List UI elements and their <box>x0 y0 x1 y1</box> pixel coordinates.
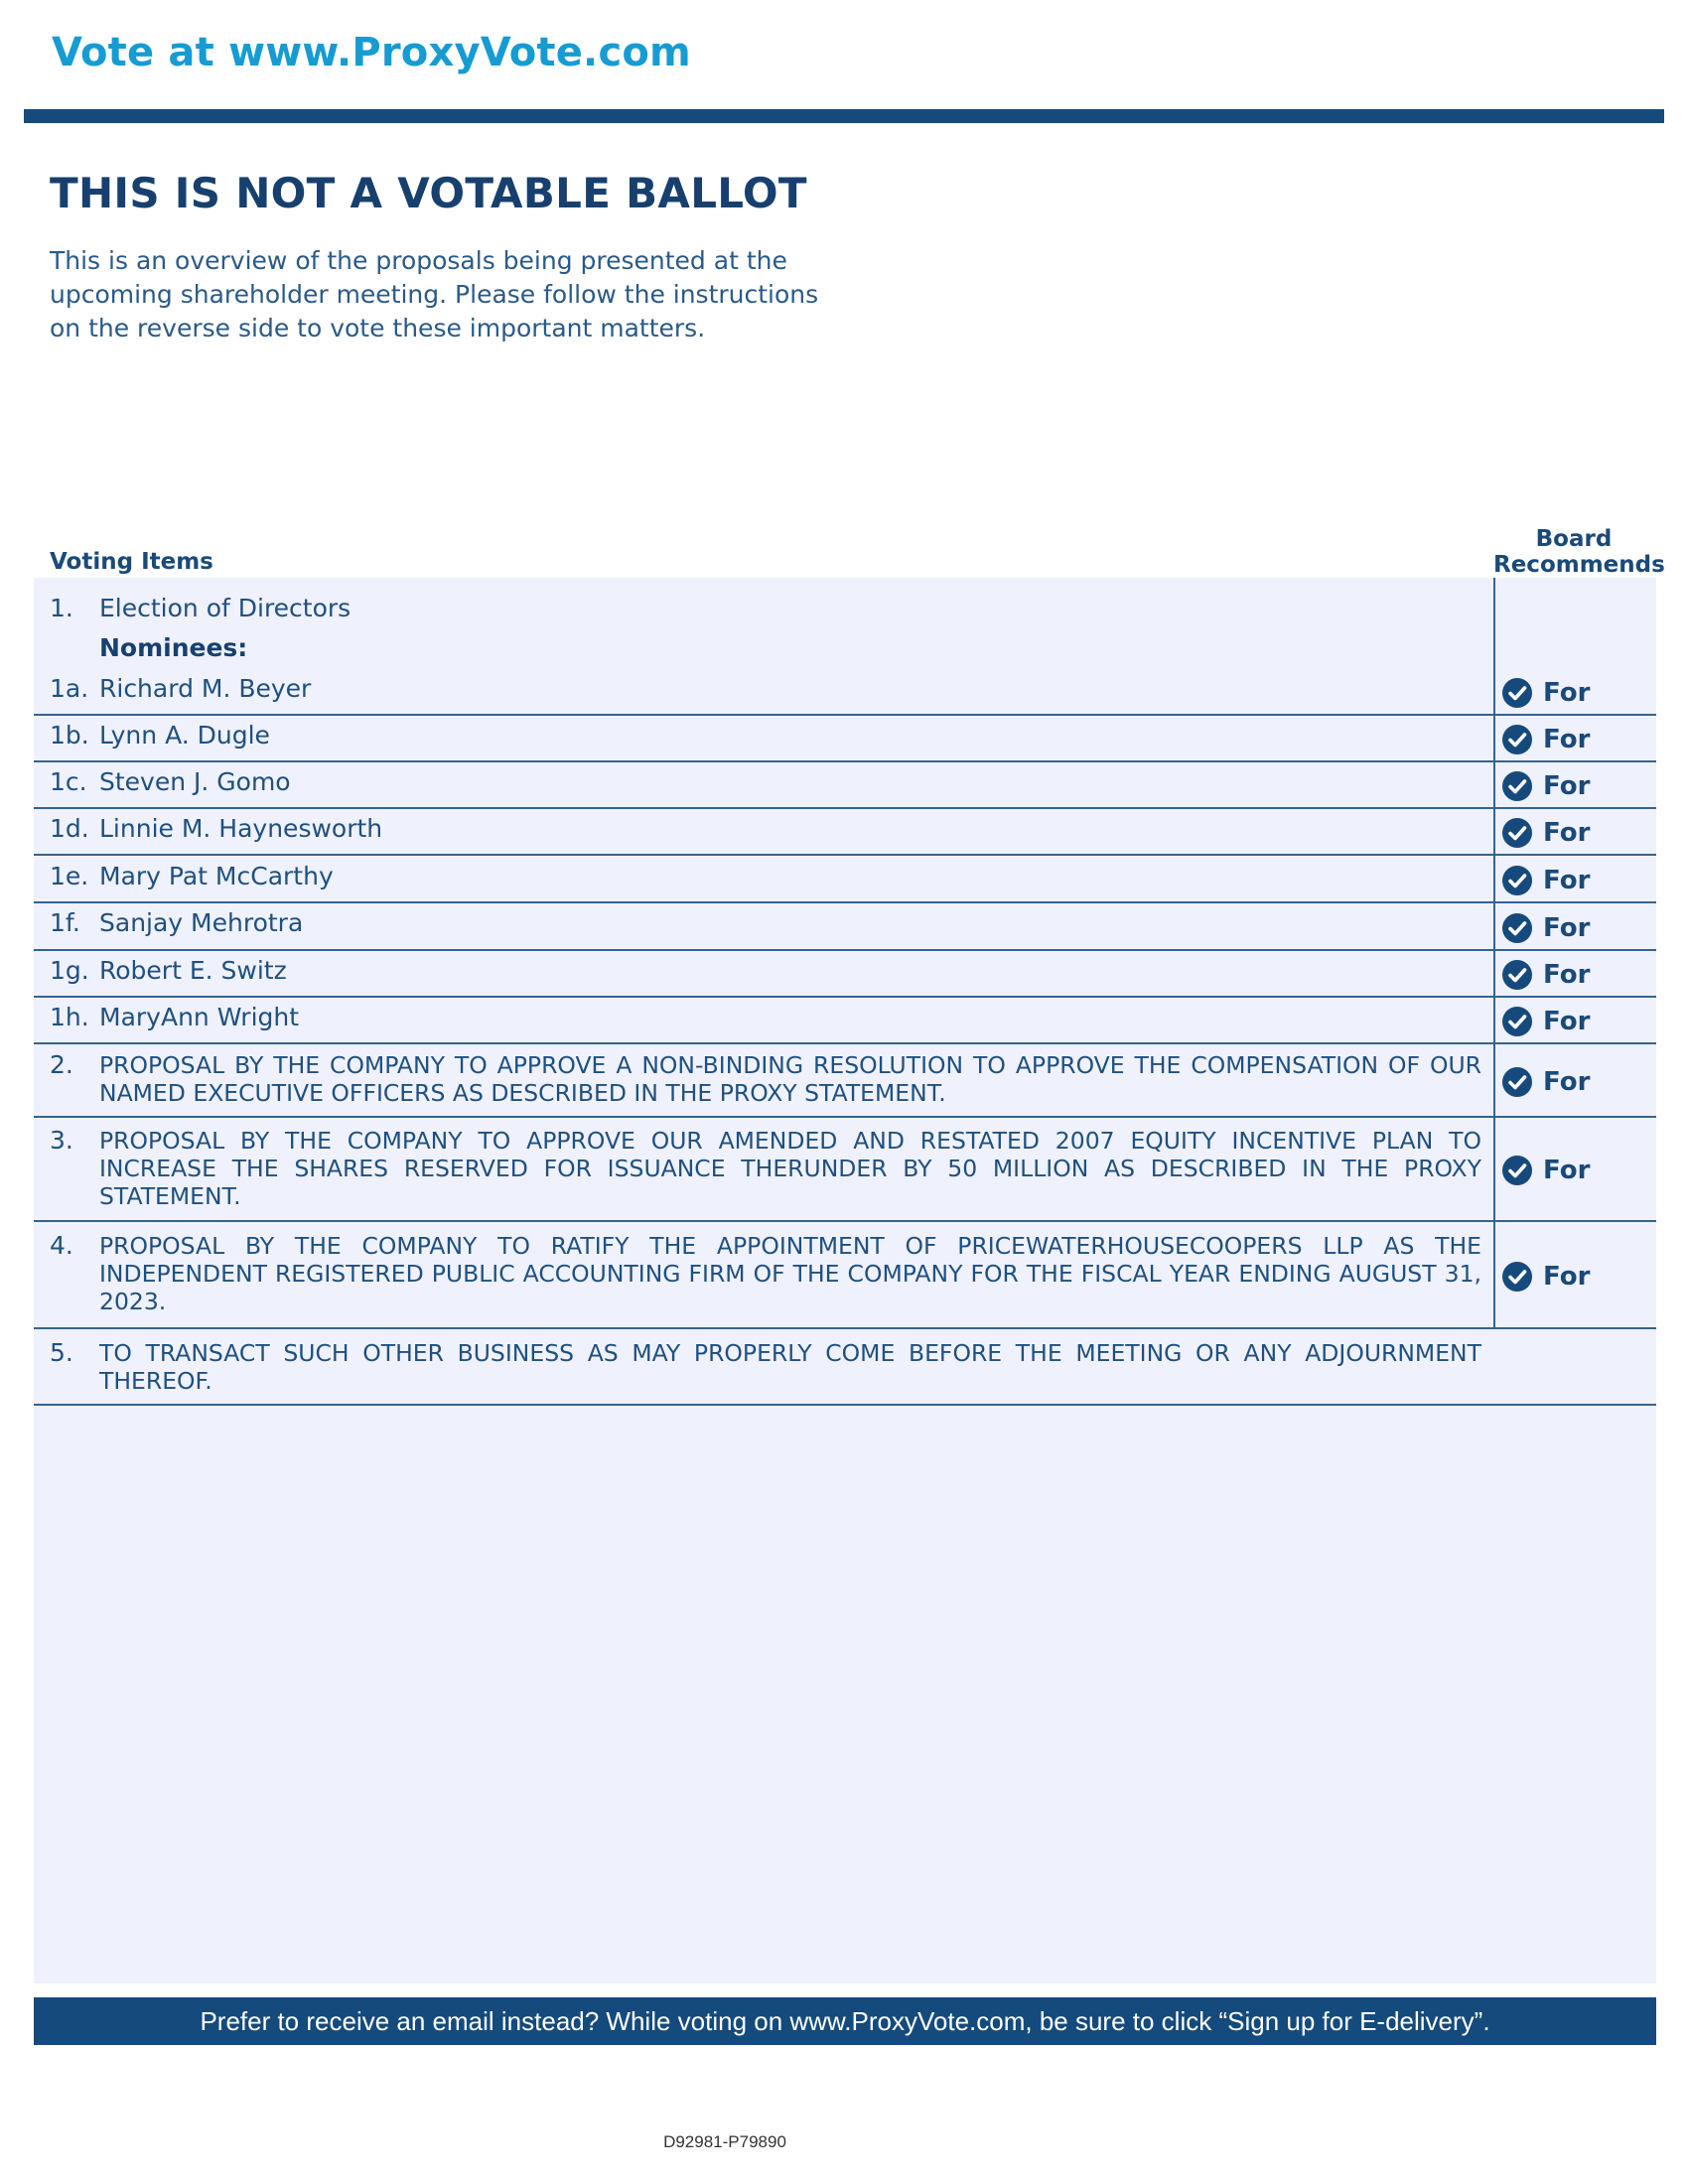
check-circle-icon <box>1501 1155 1533 1186</box>
nominee-name: Sanjay Mehrotra <box>99 908 304 937</box>
nominee-number: 1c. <box>50 767 87 796</box>
recommendation <box>1501 1155 1590 1186</box>
row-divider <box>34 996 1656 998</box>
nominee-number: 1g. <box>50 956 89 985</box>
intro-text: This is an overview of the proposals being presented at the upcoming shareholder meeting. Please follow the instructions on the reverse side to vote these important matters. <box>50 246 819 342</box>
recommendation <box>1501 724 1590 755</box>
recommendation-label: For <box>1543 866 1591 895</box>
board-recommends-header <box>1493 526 1665 578</box>
recommendation-label: For <box>1543 1007 1591 1036</box>
proposal-number: 5. <box>50 1338 73 1367</box>
row-divider <box>34 714 1656 716</box>
recommendation-label: For <box>1543 678 1591 708</box>
proposal-text: PROPOSAL BY THE COMPANY TO APPROVE OUR AMENDED AND RESTATED 2007 EQUITY INCENTIVE PLAN TO INCREASE THE SHARES RESERVED FOR ISSUANCE THERUNDER BY 50 MILLION AS DESCRIBED IN THE PROXY STATEMENT. <box>99 1127 1481 1210</box>
edelivery-banner <box>34 1997 1656 2045</box>
check-circle-icon <box>1501 1066 1533 1098</box>
row-divider <box>34 1404 1656 1406</box>
recommendation <box>1501 817 1590 849</box>
nominees-label: Nominees: <box>99 633 248 662</box>
recommendation <box>1501 959 1590 991</box>
recommendation <box>1501 912 1590 944</box>
check-circle-icon <box>1501 1006 1533 1037</box>
edelivery-text: Prefer to receive an email instead? While voting on www.ProxyVote.com, be sure to click “Sign up for E-delivery”. <box>200 2005 1490 2036</box>
row-divider <box>34 807 1656 809</box>
voting-items-header: Voting Items <box>50 549 213 575</box>
row-divider <box>34 949 1656 951</box>
recommendation <box>1501 865 1590 896</box>
row-divider <box>34 1327 1656 1329</box>
recommendation-label: For <box>1543 960 1591 990</box>
nominee-name: Steven J. Gomo <box>99 767 291 796</box>
nominee-number: 1d. <box>50 814 89 843</box>
recommendation-label: For <box>1543 1067 1591 1097</box>
proposal-text: PROPOSAL BY THE COMPANY TO RATIFY THE APPOINTMENT OF PRICEWATERHOUSECOOPERS LLP AS THE INDEPENDENT REGISTERED PUBLIC ACCOUNTING FIRM OF THE COMPANY FOR THE FISCAL YEAR ENDING AUGUST 31, 2023. <box>99 1232 1481 1315</box>
check-circle-icon <box>1501 912 1533 944</box>
row-divider <box>34 901 1656 903</box>
header-rule <box>24 109 1664 123</box>
ballot-title: THIS IS NOT A VOTABLE BALLOT <box>50 169 807 217</box>
proposal-text: TO TRANSACT SUCH OTHER BUSINESS AS MAY PROPERLY COME BEFORE THE MEETING OR ANY ADJOURNMENT THEREOF. <box>99 1339 1481 1395</box>
check-circle-icon <box>1501 959 1533 991</box>
document-code: D92981-P79890 <box>663 2132 786 2151</box>
recommendation <box>1501 1066 1590 1098</box>
nominee-number: 1e. <box>50 862 89 890</box>
recommendation <box>1501 677 1590 709</box>
row-divider <box>34 1220 1656 1222</box>
election-label: Election of Directors <box>99 594 352 622</box>
item-number: 1. <box>50 594 73 622</box>
recommendation <box>1501 1261 1590 1293</box>
nominee-name: Mary Pat McCarthy <box>99 862 334 890</box>
check-circle-icon <box>1501 677 1533 709</box>
check-circle-icon <box>1501 724 1533 755</box>
nominee-name: Richard M. Beyer <box>99 674 312 703</box>
column-divider <box>1493 578 1495 1328</box>
row-divider <box>34 1116 1656 1118</box>
recommendation-label: For <box>1543 725 1591 754</box>
proposal-number: 2. <box>50 1050 73 1079</box>
nominee-number: 1b. <box>50 721 89 750</box>
recommendation-label: For <box>1543 1262 1591 1292</box>
recommendation-label: For <box>1543 1156 1591 1185</box>
nominee-name: MaryAnn Wright <box>99 1003 300 1031</box>
nominee-name: Linnie M. Haynesworth <box>99 814 383 843</box>
recommendation <box>1501 1006 1590 1037</box>
nominee-name: Robert E. Switz <box>99 956 287 985</box>
nominee-number: 1h. <box>50 1003 89 1031</box>
check-circle-icon <box>1501 1261 1533 1293</box>
vote-url-header: Vote at www.ProxyVote.com <box>52 30 691 75</box>
board-recommends-label: Board Recommends <box>1493 526 1665 578</box>
check-circle-icon <box>1501 817 1533 849</box>
proposal-text: PROPOSAL BY THE COMPANY TO APPROVE A NON-BINDING RESOLUTION TO APPROVE THE COMPENSATION OF OUR NAMED EXECUTIVE OFFICERS AS DESCRIBED IN THE PROXY STATEMENT. <box>99 1051 1481 1107</box>
row-divider <box>34 760 1656 762</box>
row-divider <box>34 854 1656 856</box>
check-circle-icon <box>1501 770 1533 802</box>
recommendation-label: For <box>1543 913 1591 943</box>
recommendation <box>1501 770 1590 802</box>
row-divider <box>34 1042 1656 1044</box>
proposal-number: 3. <box>50 1126 73 1155</box>
recommendation-label: For <box>1543 818 1591 848</box>
check-circle-icon <box>1501 865 1533 896</box>
recommendation-label: For <box>1543 771 1591 801</box>
nominee-number: 1a. <box>50 674 89 703</box>
nominee-number: 1f. <box>50 908 80 937</box>
proposal-number: 4. <box>50 1231 73 1260</box>
nominee-name: Lynn A. Dugle <box>99 721 270 750</box>
